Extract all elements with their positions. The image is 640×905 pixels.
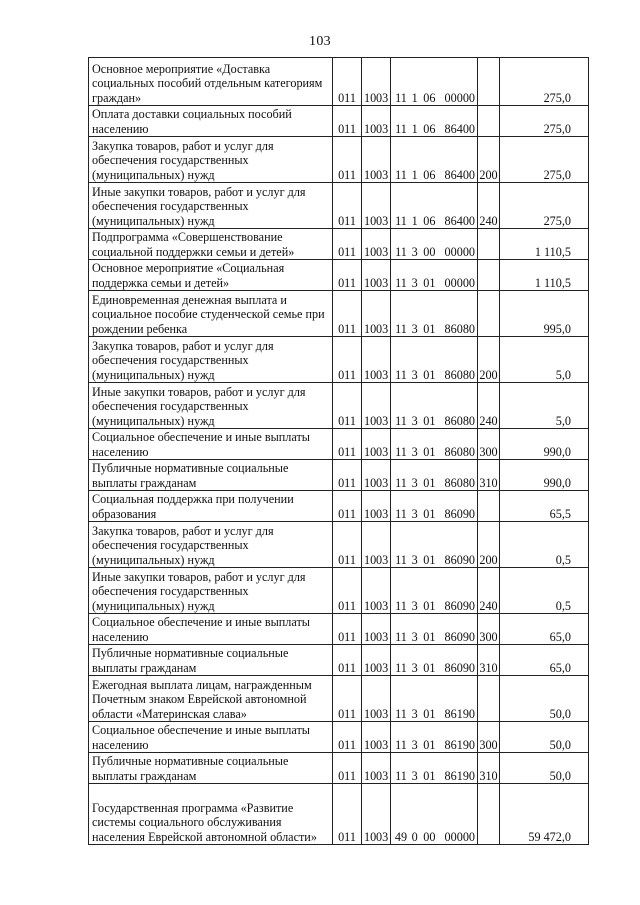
- row-section: 10: [364, 506, 377, 521]
- row-activity-code: 01: [423, 367, 436, 382]
- row-target-article: [391, 58, 478, 106]
- row-amount: 995,0: [500, 291, 589, 337]
- row-direction-code: 86080: [444, 475, 475, 490]
- row-activity-code: 01: [423, 660, 436, 675]
- row-section-cell: [362, 291, 391, 337]
- row-name: Единовременная денежная выплата и социальное пособие студенческой семье при рождении ребенка: [89, 291, 333, 337]
- row-direction-code: 86400: [444, 213, 475, 228]
- row-amount: 275,0: [500, 183, 589, 229]
- row-target-article: [391, 106, 478, 137]
- row-section: 10: [364, 768, 377, 783]
- row-ministry-code: 011: [333, 337, 362, 383]
- row-direction-code: 00000: [444, 829, 475, 844]
- row-expense-type: 200: [478, 137, 500, 183]
- row-section-cell: [362, 614, 391, 645]
- row-expense-type: [478, 106, 500, 137]
- row-ministry-code: 011: [333, 614, 362, 645]
- row-expense-type: [478, 491, 500, 522]
- row-section: 10: [364, 167, 377, 182]
- row-section-cell: [362, 568, 391, 614]
- table-row: [89, 676, 589, 722]
- table-row: [89, 260, 589, 291]
- row-program-code: 11: [395, 90, 407, 105]
- row-program-code: 11: [395, 275, 407, 290]
- row-section: 10: [364, 660, 377, 675]
- row-direction-code: 00000: [444, 90, 475, 105]
- row-section: 10: [364, 90, 377, 105]
- row-subprogram-code: 0: [411, 829, 418, 844]
- row-amount: 50,0: [500, 753, 589, 784]
- row-ministry-code: 011: [333, 291, 362, 337]
- row-section-cell: [362, 229, 391, 260]
- row-amount: 50,0: [500, 676, 589, 722]
- row-target-article: [391, 645, 478, 676]
- row-amount: 1 110,5: [500, 260, 589, 291]
- row-program-code: 11: [395, 737, 407, 752]
- row-section-cell: [362, 183, 391, 229]
- table-row: [89, 429, 589, 460]
- row-section-cell: [362, 137, 391, 183]
- row-name: Социальная поддержка при получении образования: [89, 491, 333, 522]
- row-subprogram-code: 3: [411, 552, 418, 567]
- row-subprogram-code: 3: [411, 475, 418, 490]
- row-ministry-code: 011: [333, 645, 362, 676]
- table-row: [89, 722, 589, 753]
- row-subprogram-code: 3: [411, 706, 418, 721]
- row-direction-code: 86090: [444, 552, 475, 567]
- row-name: Закупка товаров, работ и услуг для обеспечения государственных (муниципальных) нужд: [89, 337, 333, 383]
- row-direction-code: 86080: [444, 367, 475, 382]
- row-direction-code: 86080: [444, 321, 475, 336]
- row-name: Публичные нормативные социальные выплаты гражданам: [89, 645, 333, 676]
- row-subprogram-code: 3: [411, 444, 418, 459]
- row-program-code: 11: [395, 506, 407, 521]
- row-amount: 0,5: [500, 568, 589, 614]
- row-subprogram-code: 1: [411, 121, 418, 136]
- row-section-cell: [362, 645, 391, 676]
- row-subsection: 03: [376, 244, 389, 259]
- row-program-code: 11: [395, 167, 407, 182]
- row-subprogram-code: 3: [411, 737, 418, 752]
- row-direction-code: 86090: [444, 598, 475, 613]
- row-amount: 5,0: [500, 337, 589, 383]
- row-activity-code: 01: [423, 444, 436, 459]
- table-row: [89, 291, 589, 337]
- row-subsection: 03: [376, 629, 389, 644]
- row-direction-code: 86400: [444, 167, 475, 182]
- row-expense-type: 300: [478, 614, 500, 645]
- row-direction-code: 86090: [444, 506, 475, 521]
- row-name: Закупка товаров, работ и услуг для обеспечения государственных (муниципальных) нужд: [89, 137, 333, 183]
- row-subsection: 03: [376, 367, 389, 382]
- table-row: [89, 491, 589, 522]
- row-ministry-code: 011: [333, 722, 362, 753]
- table-row: [89, 229, 589, 260]
- row-amount: 275,0: [500, 106, 589, 137]
- row-activity-code: 00: [423, 829, 436, 844]
- row-program-code: 11: [395, 660, 407, 675]
- row-name: Социальное обеспечение и иные выплаты населению: [89, 614, 333, 645]
- row-section-cell: [362, 753, 391, 784]
- row-name: Основное мероприятие «Доставка социальных пособий отдельным категориям граждан»: [89, 58, 333, 106]
- row-direction-code: 00000: [444, 275, 475, 290]
- table-row: [89, 137, 589, 183]
- row-subsection: 03: [376, 829, 389, 844]
- row-amount: 5,0: [500, 383, 589, 429]
- row-amount: 990,0: [500, 460, 589, 491]
- row-section: 10: [364, 275, 377, 290]
- row-subprogram-code: 3: [411, 768, 418, 783]
- row-target-article: [391, 491, 478, 522]
- row-subsection: 03: [376, 660, 389, 675]
- row-expense-type: 240: [478, 183, 500, 229]
- row-program-code: 11: [395, 321, 407, 336]
- row-expense-type: 310: [478, 753, 500, 784]
- row-program-code: 49: [394, 829, 408, 844]
- row-activity-code: 01: [423, 475, 436, 490]
- row-section: 10: [364, 552, 377, 567]
- row-program-code: 11: [395, 213, 407, 228]
- row-name: Закупка товаров, работ и услуг для обеспечения государственных (муниципальных) нужд: [89, 522, 333, 568]
- row-name: Иные закупки товаров, работ и услуг для обеспечения государственных (муниципальных) нужд: [89, 383, 333, 429]
- row-section: 10: [364, 629, 377, 644]
- row-program-code: 11: [395, 121, 407, 136]
- row-section: 10: [364, 475, 377, 490]
- row-subprogram-code: 3: [411, 413, 418, 428]
- row-target-article: [391, 137, 478, 183]
- row-direction-code: 86190: [444, 737, 475, 752]
- row-amount: 0,5: [500, 522, 589, 568]
- row-target-article: [391, 183, 478, 229]
- table-row: [89, 337, 589, 383]
- row-subprogram-code: 3: [411, 244, 418, 259]
- row-ministry-code: 011: [333, 229, 362, 260]
- row-section-cell: [362, 784, 391, 845]
- row-target-article: [391, 753, 478, 784]
- row-section: 10: [364, 829, 377, 844]
- row-activity-code: 01: [423, 768, 436, 783]
- row-subsection: 03: [376, 321, 389, 336]
- row-expense-type: [478, 676, 500, 722]
- table-row: [89, 106, 589, 137]
- row-program-code: 11: [395, 629, 407, 644]
- row-expense-type: 300: [478, 429, 500, 460]
- row-ministry-code: 011: [333, 58, 362, 106]
- row-subprogram-code: 3: [411, 367, 418, 382]
- row-subprogram-code: 3: [411, 660, 418, 675]
- row-ministry-code: 011: [333, 106, 362, 137]
- table-row: [89, 460, 589, 491]
- row-ministry-code: 011: [333, 568, 362, 614]
- row-target-article: [391, 522, 478, 568]
- table-row: [89, 753, 589, 784]
- row-section-cell: [362, 460, 391, 491]
- row-name: Социальное обеспечение и иные выплаты населению: [89, 429, 333, 460]
- row-direction-code: 86190: [444, 706, 475, 721]
- row-section: 10: [364, 321, 377, 336]
- budget-table-body: [89, 58, 589, 845]
- table-row: [89, 383, 589, 429]
- row-target-article: [391, 568, 478, 614]
- row-section: 10: [364, 413, 377, 428]
- row-ministry-code: 011: [333, 784, 362, 845]
- row-program-code: 11: [395, 706, 407, 721]
- row-section-cell: [362, 429, 391, 460]
- row-activity-code: 06: [423, 167, 436, 182]
- row-amount: 275,0: [500, 58, 589, 106]
- row-subprogram-code: 3: [411, 506, 418, 521]
- row-section: 10: [364, 444, 377, 459]
- row-amount: 990,0: [500, 429, 589, 460]
- row-activity-code: 06: [423, 90, 436, 105]
- row-activity-code: 01: [423, 275, 436, 290]
- page-number: 103: [309, 34, 331, 49]
- row-program-code: 11: [395, 244, 407, 259]
- row-direction-code: 86080: [444, 444, 475, 459]
- row-target-article: [391, 460, 478, 491]
- row-section-cell: [362, 337, 391, 383]
- row-ministry-code: 011: [333, 491, 362, 522]
- row-section: 10: [364, 706, 377, 721]
- table-row: [89, 645, 589, 676]
- row-name: Основное мероприятие «Социальная поддержка семьи и детей»: [89, 260, 333, 291]
- row-expense-type: 310: [478, 460, 500, 491]
- table-row: [89, 614, 589, 645]
- row-activity-code: 01: [423, 598, 436, 613]
- row-expense-type: [478, 229, 500, 260]
- row-ministry-code: 011: [333, 753, 362, 784]
- row-expense-type: 200: [478, 337, 500, 383]
- row-activity-code: 06: [423, 213, 436, 228]
- row-activity-code: 01: [423, 321, 436, 336]
- row-activity-code: 00: [423, 244, 436, 259]
- row-program-code: 11: [395, 768, 407, 783]
- row-subsection: 03: [376, 413, 389, 428]
- row-section-cell: [362, 722, 391, 753]
- row-amount: 50,0: [500, 722, 589, 753]
- row-subprogram-code: 1: [411, 167, 418, 182]
- row-activity-code: 01: [423, 737, 436, 752]
- row-target-article: [391, 784, 478, 845]
- row-expense-type: [478, 260, 500, 291]
- row-subsection: 03: [376, 475, 389, 490]
- row-target-article: [391, 260, 478, 291]
- row-subprogram-code: 3: [411, 275, 418, 290]
- row-target-article: [391, 229, 478, 260]
- row-direction-code: 86190: [444, 768, 475, 783]
- row-target-article: [391, 722, 478, 753]
- row-subprogram-code: 3: [411, 321, 418, 336]
- row-subsection: 03: [376, 737, 389, 752]
- table-row: [89, 183, 589, 229]
- row-ministry-code: 011: [333, 429, 362, 460]
- row-subsection: 03: [376, 275, 389, 290]
- row-subsection: 03: [376, 167, 389, 182]
- row-direction-code: 86090: [444, 629, 475, 644]
- row-expense-type: 240: [478, 383, 500, 429]
- row-ministry-code: 011: [333, 676, 362, 722]
- row-direction-code: 00000: [444, 244, 475, 259]
- row-expense-type: [478, 784, 500, 845]
- row-program-code: 11: [395, 444, 407, 459]
- row-activity-code: 01: [423, 506, 436, 521]
- row-target-article: [391, 291, 478, 337]
- row-section: 10: [364, 367, 377, 382]
- row-ministry-code: 011: [333, 183, 362, 229]
- budget-table: [88, 57, 589, 845]
- row-section: 10: [364, 121, 377, 136]
- row-section: 10: [364, 213, 377, 228]
- row-section: 10: [364, 598, 377, 613]
- row-activity-code: 01: [423, 413, 436, 428]
- row-name: Иные закупки товаров, работ и услуг для обеспечения государственных (муниципальных) нужд: [89, 568, 333, 614]
- row-activity-code: 01: [423, 552, 436, 567]
- row-activity-code: 06: [423, 121, 436, 136]
- row-section-cell: [362, 491, 391, 522]
- row-program-code: 11: [395, 552, 407, 567]
- row-ministry-code: 011: [333, 522, 362, 568]
- row-target-article: [391, 337, 478, 383]
- row-program-code: 11: [395, 367, 407, 382]
- row-subsection: 03: [376, 90, 389, 105]
- row-section-cell: [362, 58, 391, 106]
- row-subprogram-code: 3: [411, 598, 418, 613]
- row-name: Публичные нормативные социальные выплаты гражданам: [89, 460, 333, 491]
- row-name: Подпрограмма «Совершенствование социальной поддержки семьи и детей»: [89, 229, 333, 260]
- row-amount: 65,0: [500, 614, 589, 645]
- row-expense-type: 240: [478, 568, 500, 614]
- row-name: Государственная программа «Развитие системы социального обслуживания населения Еврейской автономной области»: [89, 784, 333, 845]
- row-target-article: [391, 614, 478, 645]
- row-ministry-code: 011: [333, 460, 362, 491]
- row-name: Оплата доставки социальных пособий населению: [89, 106, 333, 137]
- row-subsection: 03: [376, 506, 389, 521]
- row-ministry-code: 011: [333, 383, 362, 429]
- row-subsection: 03: [376, 444, 389, 459]
- row-target-article: [391, 383, 478, 429]
- row-program-code: 11: [395, 475, 407, 490]
- row-section: 10: [364, 737, 377, 752]
- row-ministry-code: 011: [333, 137, 362, 183]
- row-target-article: [391, 676, 478, 722]
- row-subsection: 03: [376, 213, 389, 228]
- row-name: Публичные нормативные социальные выплаты гражданам: [89, 753, 333, 784]
- row-amount: 59 472,0: [500, 784, 589, 845]
- row-activity-code: 01: [423, 706, 436, 721]
- row-activity-code: 01: [423, 629, 436, 644]
- row-name: Ежегодная выплата лицам, награжденным Почетным знаком Еврейской автономной области «Материнская слава»: [89, 676, 333, 722]
- row-expense-type: [478, 291, 500, 337]
- row-section-cell: [362, 260, 391, 291]
- row-name: Социальное обеспечение и иные выплаты населению: [89, 722, 333, 753]
- row-amount: 275,0: [500, 137, 589, 183]
- row-section-cell: [362, 522, 391, 568]
- row-section-cell: [362, 106, 391, 137]
- row-amount: 65,5: [500, 491, 589, 522]
- row-subprogram-code: 3: [411, 629, 418, 644]
- row-name: Иные закупки товаров, работ и услуг для обеспечения государственных (муниципальных) нужд: [89, 183, 333, 229]
- row-subprogram-code: 1: [411, 90, 418, 105]
- table-row: [89, 522, 589, 568]
- row-expense-type: [478, 58, 500, 106]
- row-program-code: 11: [395, 598, 407, 613]
- row-expense-type: 310: [478, 645, 500, 676]
- row-subsection: 03: [376, 121, 389, 136]
- row-amount: 65,0: [500, 645, 589, 676]
- row-target-article: [391, 429, 478, 460]
- row-subsection: 03: [376, 706, 389, 721]
- row-subsection: 03: [376, 768, 389, 783]
- row-direction-code: 86090: [444, 660, 475, 675]
- row-program-code: 11: [395, 413, 407, 428]
- table-row: [89, 58, 589, 106]
- row-subsection: 03: [376, 598, 389, 613]
- row-ministry-code: 011: [333, 260, 362, 291]
- row-expense-type: 200: [478, 522, 500, 568]
- row-section-cell: [362, 383, 391, 429]
- row-expense-type: 300: [478, 722, 500, 753]
- row-section: 10: [364, 244, 377, 259]
- table-row: [89, 784, 589, 845]
- row-section-cell: [362, 676, 391, 722]
- row-subsection: 03: [376, 552, 389, 567]
- table-row: [89, 568, 589, 614]
- row-direction-code: 86080: [444, 413, 475, 428]
- row-subprogram-code: 1: [411, 213, 418, 228]
- row-direction-code: 86400: [444, 121, 475, 136]
- row-amount: 1 110,5: [500, 229, 589, 260]
